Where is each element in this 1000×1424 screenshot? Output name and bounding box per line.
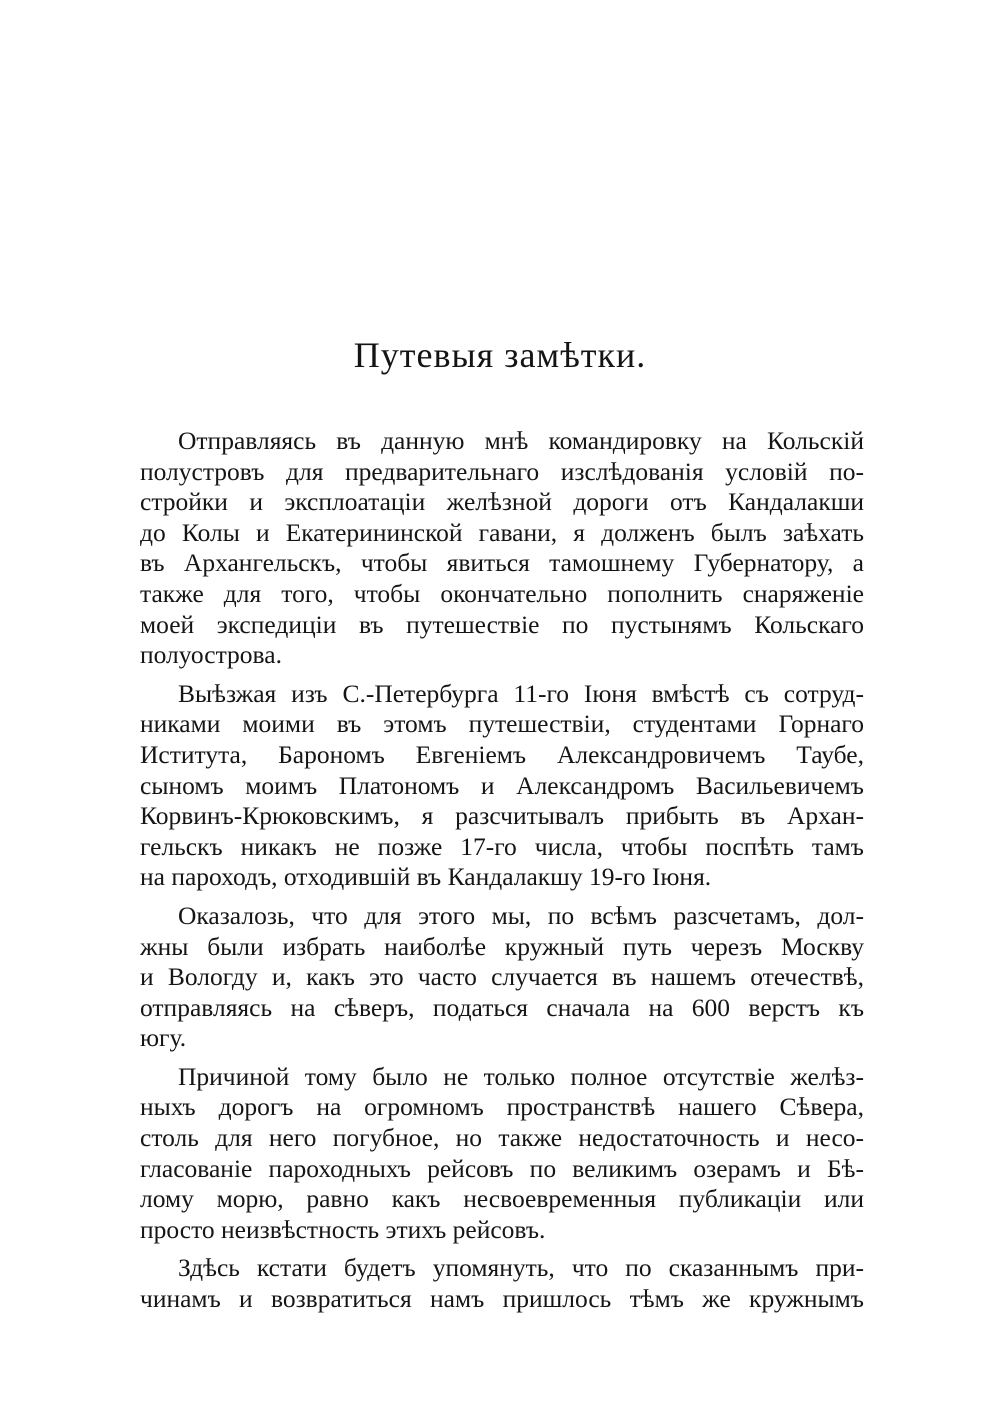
paragraph: [140, 679, 864, 893]
paragraph: [140, 1253, 864, 1314]
text-line: Выѣзжая изъ С.-Петербурга 11-го Іюня вмѣстѣ съ сотруд-: [178, 678, 864, 708]
text-line: гласованіе пароходныхъ рейсовъ по великимъ озерамъ и Бѣ-: [140, 1153, 864, 1183]
text-line: жны были избрать наиболѣе кружный путь черезъ Москву: [140, 931, 864, 961]
text-line: на пароходъ, отходившій въ Кандалакшу 19-го Іюня.: [140, 862, 712, 892]
text-line: гельскъ никакъ не позже 17-го числа, чтобы поспѣть тамъ: [140, 831, 864, 861]
text-line: до Колы и Екатерининской гавани, я долженъ былъ заѣхать: [140, 517, 864, 547]
text-line: Причиной тому было не только полное отсутствіе желѣз-: [178, 1061, 864, 1091]
text-line: никами моими въ этомъ путешествіи, студентами Горнаго: [140, 709, 864, 739]
text-line: Оказалозь, что для этого мы, по всѣмъ разсчетамъ, дол-: [178, 900, 864, 930]
text-line: моей экспедиціи въ путешествіе по пустынямъ Кольскаго: [140, 609, 864, 639]
text-line: ныхъ дорогъ на огромномъ пространствѣ нашего Сѣвера,: [140, 1092, 864, 1122]
text-line: сыномъ моимъ Платономъ и Александромъ Васильевичемъ: [140, 770, 864, 800]
text-line: Иститута, Барономъ Евгеніемъ Александровичемъ Таубе,: [140, 739, 864, 769]
text-line: чинамъ и возвратиться намъ пришлось тѣмъ же кружнымъ: [140, 1284, 864, 1314]
text-line: Корвинъ-Крюковскимъ, я разсчитывалъ прибыть въ Архан-: [140, 801, 864, 831]
text-line: югу.: [140, 1023, 187, 1053]
paragraph: [140, 1062, 864, 1246]
text-line: лому морю, равно какъ несвоевременныя публикаціи или: [140, 1184, 864, 1214]
text-line: стройки и эксплоатаціи желѣзной дороги отъ Кандалакши: [140, 487, 864, 517]
page-title: Путевыя замѣтки.: [353, 335, 647, 375]
text-line: и Вологду и, какъ это часто случается въ нашемъ отечествѣ,: [140, 962, 864, 992]
text-line: полустровъ для предварительнаго изслѣдованія условій по-: [140, 456, 864, 486]
text-line: въ Архангельскъ, чтобы явиться тамошнему Губернатору, а: [140, 548, 864, 578]
body-text: [140, 426, 864, 1315]
text-line: столь для него погубное, но также недостаточность и несо-: [140, 1123, 864, 1153]
paragraph: [140, 901, 864, 1054]
text-line: Здѣсь кстати будетъ упомянуть, что по сказаннымъ при-: [178, 1253, 864, 1283]
text-line: отправляясь на сѣверъ, податься сначала на 600 верстъ къ: [140, 992, 864, 1022]
paragraph: [140, 426, 864, 671]
text-line: Отправляясь въ данную мнѣ командировку на Кольскій: [178, 426, 864, 455]
text-line: полуострова.: [140, 640, 282, 670]
text-line: просто неизвѣстность этихъ рейсовъ.: [140, 1214, 546, 1244]
text-line: также для того, чтобы окончательно пополнить снаряженіе: [140, 578, 864, 608]
